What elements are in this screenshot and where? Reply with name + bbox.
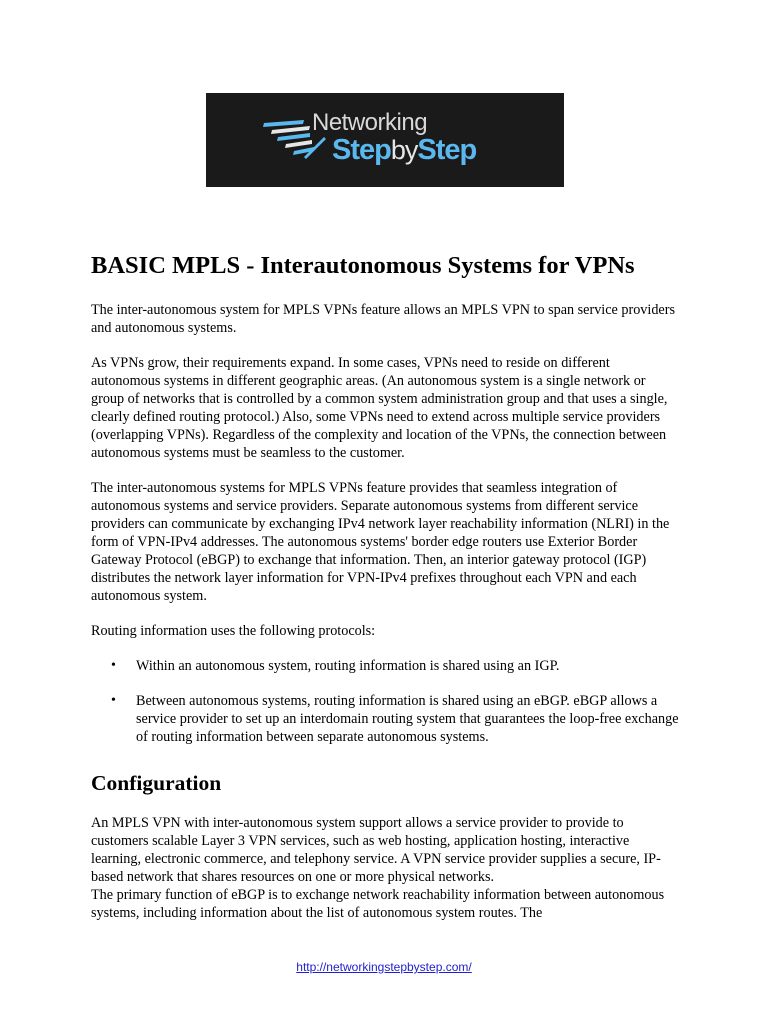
intro-paragraph: The inter-autonomous system for MPLS VPNs feature allows an MPLS VPN to span service providers and autonomous systems.	[91, 302, 675, 336]
list-item	[91, 657, 681, 675]
footer-website-link[interactable]: http://networkingstepbystep.com/	[296, 960, 472, 974]
list-item-text: Between autonomous systems, routing information is shared using an eBGP. eBGP allows a service provider to set up an interdomain routing system that guarantees the loop-free exchange of routing information between separate autonomous systems.	[136, 693, 679, 745]
logo-step-first: Step	[332, 134, 391, 166]
protocol-list	[91, 657, 681, 746]
document-body	[91, 248, 681, 939]
configuration-heading: Configuration	[91, 771, 222, 795]
bullet-icon: •	[111, 693, 116, 708]
integration-paragraph: The inter-autonomous systems for MPLS VPNs feature provides that seamless integration of autonomous systems and service providers. Separate autonomous systems from different service providers can communicate by exchanging IPv4 network layer reachability information (NLRI) in the form of VPN-IPv4 addresses. The autonomous systems' border edge routers use Exterior Border Gateway Protocol (eBGP) to exchange that information. Then, an interior gateway protocol (IGP) distributes the network layer information for VPN-IPv4 prefixes throughout each VPN and each autonomous system.	[91, 480, 670, 604]
vpn-growth-paragraph: As VPNs grow, their requirements expand. In some cases, VPNs need to reside on different autonomous systems in different geographic areas. (An autonomous system is a single network or group of networks that is controlled by a common system administration group and that uses a single, clearly defined routing protocol.) Also, some VPNs need to extend across multiple service providers (overlapping VPNs). Regardless of the complexity and location of the VPNs, the connection between autonomous systems must be seamless to the customer.	[91, 355, 668, 461]
ebgp-function-paragraph: The primary function of eBGP is to exchange network reachability information between autonomous systems, including information about the list of autonomous system routes. The	[91, 887, 665, 921]
bullet-icon: •	[111, 658, 116, 673]
site-logo	[206, 93, 564, 187]
config-paragraph: An MPLS VPN with inter-autonomous system support allows a service provider to provide to customers scalable Layer 3 VPN services, such as web hosting, application hosting, interactive learning, electronic commerce, and telephony service. A VPN service provider supplies a secure, IP-based network that shares resources on one or more physical networks.	[91, 815, 661, 885]
logo-by: by	[390, 135, 418, 165]
list-item	[91, 692, 681, 746]
logo-step-second: Step	[417, 134, 477, 166]
logo-wordmark-stepbystep	[332, 134, 476, 167]
routing-intro-paragraph: Routing information uses the following protocols:	[91, 623, 376, 639]
list-item-text: Within an autonomous system, routing information is shared using an IGP.	[136, 658, 560, 674]
logo-wordmark-networking: Networking	[312, 109, 428, 136]
page-title: BASIC MPLS - Interautonomous Systems for VPNs	[91, 252, 635, 279]
